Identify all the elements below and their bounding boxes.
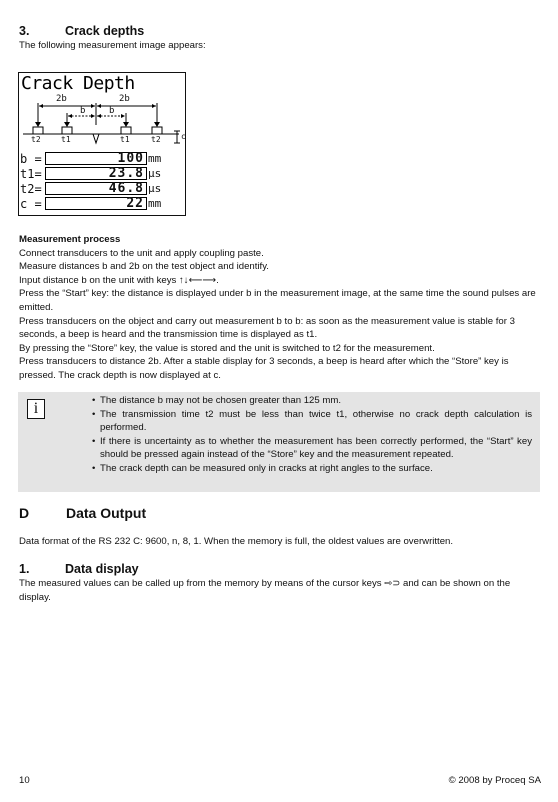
dim-2b-right: 2b [119, 94, 130, 104]
c-marker: c [181, 132, 186, 141]
screen-row-t1 [19, 167, 187, 182]
dim-b-left: b [80, 106, 86, 116]
measurement-process [19, 233, 541, 383]
info-box [18, 392, 540, 492]
process-line: Measure distances b and 2b on the test object and identify. [19, 261, 269, 273]
process-line: Press the “Start” key: the distance is displayed under b in the measurement image, at the same time the sound pulses are emitted. [19, 288, 536, 313]
row-label: t1= [20, 167, 42, 181]
section-title: Data display [65, 562, 139, 576]
row-value: 100 [45, 152, 147, 165]
dim-b-right: b [109, 106, 115, 116]
screen-title: Crack Depth [21, 73, 135, 94]
process-line: Press transducers on the object and carry out measurement b to b: as soon as the measurement value is stable for 3 seconds, a beep is heard and the transmission time is displayed as t1. [19, 315, 515, 341]
transducer-label: t2 [31, 135, 41, 144]
row-label: c = [20, 197, 42, 211]
row-unit: mm [148, 152, 162, 165]
copyright: © 2008 by Proceq SA [448, 775, 541, 786]
screen-row-c [19, 197, 187, 212]
process-line: By pressing the “Store” key, the value is stored and the unit is switched to t2 for the measurement. [19, 342, 435, 354]
section-letter: D [19, 505, 30, 521]
row-value: 46.8 [45, 182, 147, 195]
process-line: Connect transducers to the unit and apply coupling paste. [19, 247, 264, 259]
info-icon: i [27, 399, 45, 419]
transducer-diagram [19, 73, 187, 153]
row-unit: µs [148, 167, 162, 180]
process-line: Input distance b on the unit with keys ↑↓⟵⟶. [19, 274, 219, 286]
info-item: • The distance b may not be chosen greater than 125 mm. [100, 394, 532, 408]
section-1-heading [19, 562, 139, 576]
dim-2b-left: 2b [56, 94, 67, 104]
section-title: Crack depths [65, 24, 145, 38]
page-number: 10 [19, 775, 30, 786]
row-unit: µs [148, 182, 162, 195]
transducer-label: t1 [120, 135, 130, 144]
section-d-heading [19, 505, 146, 521]
section-number: 3. [19, 24, 30, 38]
process-line: Press transducers to distance 2b. After a stable display for 3 seconds, a beep is heard after which the “Store” key is pressed. The crack depth is now displayed at c. [19, 356, 509, 381]
row-label: b = [20, 152, 42, 166]
section-3-intro: The following measurement image appears: [19, 40, 206, 51]
section-3-heading [19, 24, 144, 38]
measurement-screen [18, 72, 186, 216]
row-label: t2= [20, 182, 42, 196]
section-1-text: The measured values can be called up from the memory by means of the cursor keys ⇨⊃ and can be shown on the display. [19, 578, 511, 603]
info-item: • The crack depth can be measured only in cracks at right angles to the surface. [100, 462, 532, 476]
row-value: 23.8 [45, 167, 147, 180]
section-number: 1. [19, 562, 30, 576]
info-list [100, 394, 532, 476]
screen-row-t2 [19, 182, 187, 197]
row-value: 22 [45, 197, 147, 210]
transducer-label: t1 [61, 135, 71, 144]
info-item: • If there is uncertainty as to whether the measurement has been correctly performed, the “Start” key should be pressed again instead of the “Store” key and the measurement repeated. [100, 435, 532, 462]
screen-row-b [19, 152, 187, 167]
section-title: Data Output [66, 505, 147, 521]
section-d-text: Data format of the RS 232 C: 9600, n, 8, 1. When the memory is full, the oldest values are overwritten. [19, 536, 454, 547]
info-item: • The transmission time t2 must be less than twice t1, otherwise no crack depth calculation is performed. [100, 408, 532, 435]
transducer-label: t2 [151, 135, 161, 144]
row-unit: mm [148, 197, 162, 210]
process-heading: Measurement process [19, 234, 121, 245]
